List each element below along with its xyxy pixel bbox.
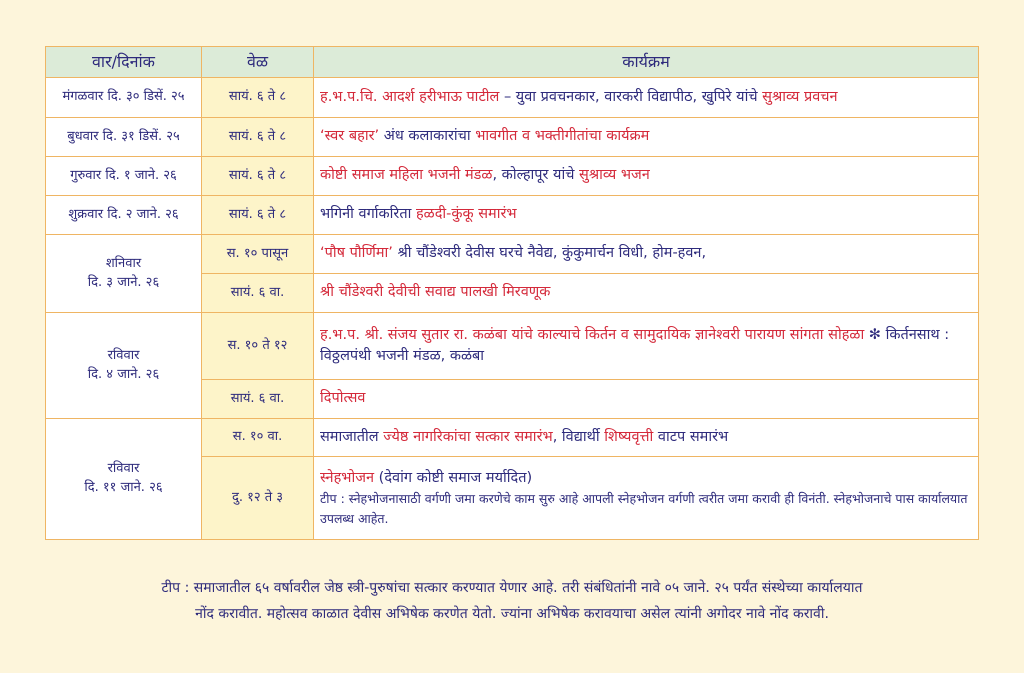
program-highlight-text: दिपोत्सव (320, 390, 366, 407)
day-date-cell (46, 313, 202, 419)
program-cell (314, 380, 979, 419)
program-text: वाटप समारंभ (653, 428, 729, 445)
header-day-date: वार/दिनांक (46, 47, 202, 78)
program-text: अंध कलाकारांचा (379, 128, 476, 145)
day-date-cell (46, 419, 202, 540)
header-program: कार्यक्रम (314, 47, 979, 78)
table-header-row (46, 47, 979, 78)
day-date-cell (46, 235, 202, 313)
time-cell: स. १० ते १२ (202, 313, 314, 380)
day-date-text: दि. ११ जाने. २६ (84, 480, 163, 495)
program-highlight-text: ‘स्वर बहार’ (320, 128, 380, 145)
time-cell: स. १० वा. (202, 419, 314, 457)
day-date-text: रविवार (107, 461, 140, 477)
program-cell (314, 274, 979, 313)
program-note: टीप : स्नेहभोजनासाठी वर्गणी जमा करणेचे काम सुरु आहे आपली स्नेहभोजन वर्गणी त्वरीत जमा करावी ही विनंती. स्नेहभोजनाचे पास कार्यालयात उपलब्ध आहेत. (320, 491, 968, 526)
program-highlight-text: स्नेहभोजन (320, 470, 375, 487)
footer-line: नोंद करावीत. महोत्सव काळात देवीस अभिषेक करणेत येतो. ज्यांना अभिषेक करावयाचा असेल त्यांनी अगोदर नावे नोंद करावी. (195, 606, 829, 622)
program-highlight-text: शिष्यवृत्ती (604, 428, 654, 445)
program-text: भगिनी वर्गाकरिता (320, 206, 416, 223)
program-highlight-text: ज्येष्ठ नागरिकांचा सत्कार समारंभ (383, 428, 553, 445)
program-cell (314, 78, 979, 118)
program-highlight-text: सुश्राव्य भजन (579, 167, 650, 184)
program-highlight-text: ह.भ.प. श्री. संजय सुतार रा. कळंबा यांचे (320, 326, 538, 343)
program-highlight-text: हळदी-कुंकू समारंभ (415, 206, 517, 223)
day-date-cell (46, 196, 202, 235)
program-highlight-text: श्री चौंडेश्वरी देवीची सवाद्य पालखी मिरवणूक (320, 284, 551, 301)
time-cell: सायं. ६ ते ८ (202, 157, 314, 196)
day-date-text: बुधवार दि. ३१ डिसें. २५ (67, 128, 180, 144)
time-cell: सायं. ६ ते ८ (202, 118, 314, 157)
day-date-text: रविवार (107, 347, 140, 363)
day-date-text: दि. ४ जाने. २६ (87, 366, 160, 382)
program-highlight-text: भावगीत व भक्तीगीतांचा कार्यक्रम (475, 128, 650, 145)
day-date-text: गुरुवार दि. १ जाने. २६ (70, 167, 177, 183)
program-text: श्री चौंडेश्वरी देवीस घरचे नैवेद्य, कुंकुमार्चन विधी, होम-हवन, (392, 245, 707, 262)
table-row (46, 235, 979, 274)
program-cell (314, 118, 979, 157)
program-highlight-text: काल्याचे किर्तन व सामुदायिक ज्ञानेश्वरी पारायण सांगता सोहळा (537, 326, 865, 343)
program-highlight-text: सुश्राव्य प्रवचन (762, 88, 838, 105)
day-date-cell (46, 118, 202, 157)
program-cell (314, 196, 979, 235)
time-cell: स. १० पासून (202, 235, 314, 274)
footer-note (0, 575, 1024, 627)
day-date-cell (46, 157, 202, 196)
program-highlight-text: ‘पौष पौर्णिमा’ (320, 245, 393, 262)
program-cell (314, 313, 979, 380)
program-text: – युवा प्रवचनकार, वारकरी विद्यापीठ, खुपिरे यांचे (499, 88, 763, 105)
day-date-text: दि. ३ जाने. २६ (87, 274, 160, 290)
table-row (46, 118, 979, 157)
day-date-text: शनिवार (105, 255, 142, 271)
table-row (46, 313, 979, 380)
program-text: ✻ किर्तनसाथ : विठ्ठलपंथी भजनी मंडळ, कळंबा (320, 326, 950, 364)
table-row (46, 78, 979, 118)
program-cell (314, 235, 979, 274)
time-cell: सायं. ६ ते ८ (202, 196, 314, 235)
program-text: , विद्यार्थी (552, 428, 605, 445)
schedule-table (45, 46, 979, 540)
program-text: , कोल्हापूर यांचे (492, 167, 580, 184)
table-row (46, 419, 979, 457)
footer-line: टीप : समाजातील ६५ वर्षावरील जेष्ठ स्त्री-पुरुषांचा सत्कार करण्यात येणार आहे. तरी संबंधितांनी नावे ०५ जाने. २५ पर्यंत संस्थेच्या कार्यालयात (161, 580, 863, 596)
day-date-text: शुक्रवार दि. २ जाने. २६ (68, 206, 179, 222)
time-cell: सायं. ६ वा. (202, 274, 314, 313)
time-cell: दु. १२ ते ३ (202, 457, 314, 540)
program-text: समाजातील (320, 428, 384, 445)
program-highlight-text: ह.भ.प.चि. आदर्श हरीभाऊ पाटील (320, 88, 500, 105)
program-cell (314, 157, 979, 196)
table-row (46, 196, 979, 235)
time-cell: सायं. ६ ते ८ (202, 78, 314, 118)
day-date-cell (46, 78, 202, 118)
day-date-text: मंगळवार दि. ३० डिसें. २५ (62, 89, 185, 105)
time-cell: सायं. ६ वा. (202, 380, 314, 419)
table-row (46, 157, 979, 196)
program-text: (देवांग कोष्टी समाज मर्यादित) (374, 470, 533, 487)
program-cell (314, 419, 979, 457)
header-time: वेळ (202, 47, 314, 78)
program-cell (314, 457, 979, 540)
program-highlight-text: कोष्टी समाज महिला भजनी मंडळ (320, 167, 493, 184)
